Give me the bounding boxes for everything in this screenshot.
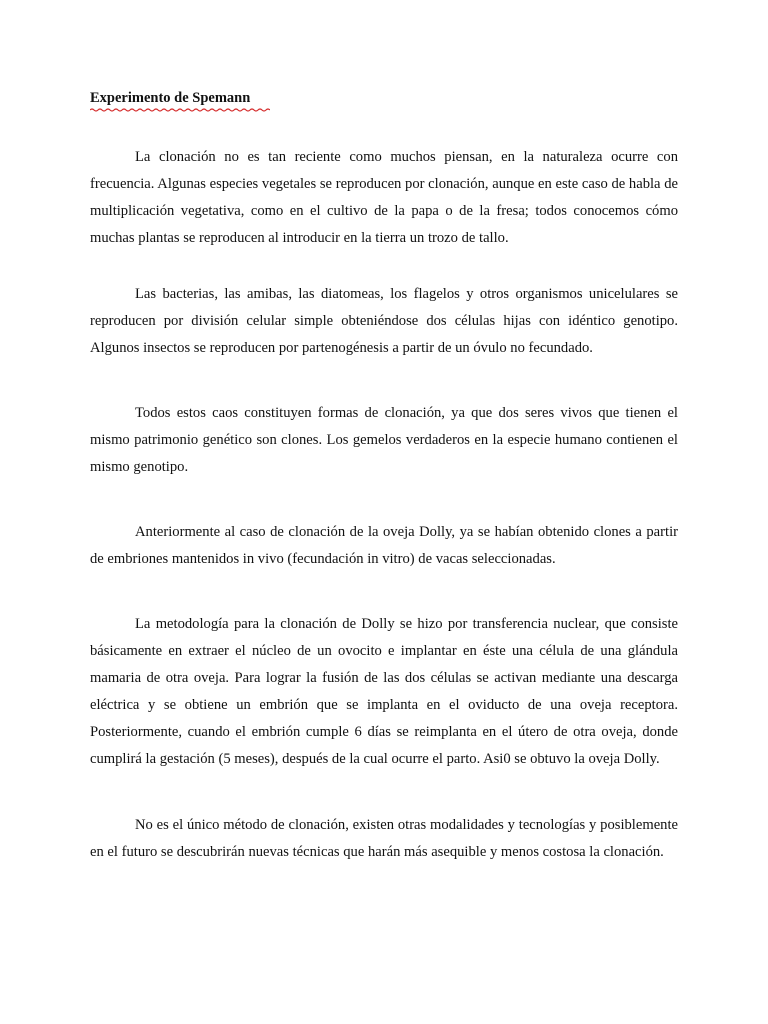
document-title	[90, 88, 250, 108]
paragraph-6: No es el único método de clonación, existen otras modalidades y tecnologías y posiblemente en el futuro se descubrirán nuevas técnicas que harán más asequible y menos costosa la clonación.	[90, 817, 678, 860]
paragraph-2: Las bacterias, las amibas, las diatomeas, los flagelos y otros organismos unicelulares se reproducen por división celular simple obteniéndose dos células hijas con idéntico genotipo. Algunos insectos se reproducen por partenogénesis a partir de un óvulo no fecundado.	[90, 286, 678, 356]
paragraph-5: La metodología para la clonación de Dolly se hizo por transferencia nuclear, que consiste básicamente en extraer el núcleo de un ovocito e implantar en éste una célula de una glándula mamaria de otra oveja. Para lograr la fusión de las dos células se activan mediante una descarga eléctrica y se obtiene un embrión que se implanta en el oviducto de una oveja receptora. Posteriormente, cuando el embrión cumple 6 días se reimplanta en el útero de otra oveja, donde cumplirá la gestación (5 meses), después de la cual ocurre el parto. Asi0 se obtuvo la oveja Dolly.	[90, 616, 678, 767]
spellcheck-underline	[90, 108, 270, 112]
paragraph-3: Todos estos caos constituyen formas de clonación, ya que dos seres vivos que tienen el mismo patrimonio genético son clones. Los gemelos verdaderos en la especie humano contienen el mismo genotipo.	[90, 405, 678, 475]
document-title-text: Experimento de Spemann	[90, 90, 251, 106]
document-page	[90, 88, 678, 866]
paragraph-1: La clonación no es tan reciente como muchos piensan, en la naturaleza ocurre con frecuencia. Algunas especies vegetales se reproducen por clonación, aunque en este caso de habla de multiplicación vegetativa, como en el cultivo de la papa o de la fresa; todos conocemos cómo muchas plantas se reproducen al introducir en la tierra un trozo de tallo.	[90, 149, 678, 246]
paragraph-4: Anteriormente al caso de clonación de la oveja Dolly, ya se habían obtenido clones a partir de embriones mantenidos in vivo (fecundación in vitro) de vacas seleccionadas.	[90, 524, 678, 567]
